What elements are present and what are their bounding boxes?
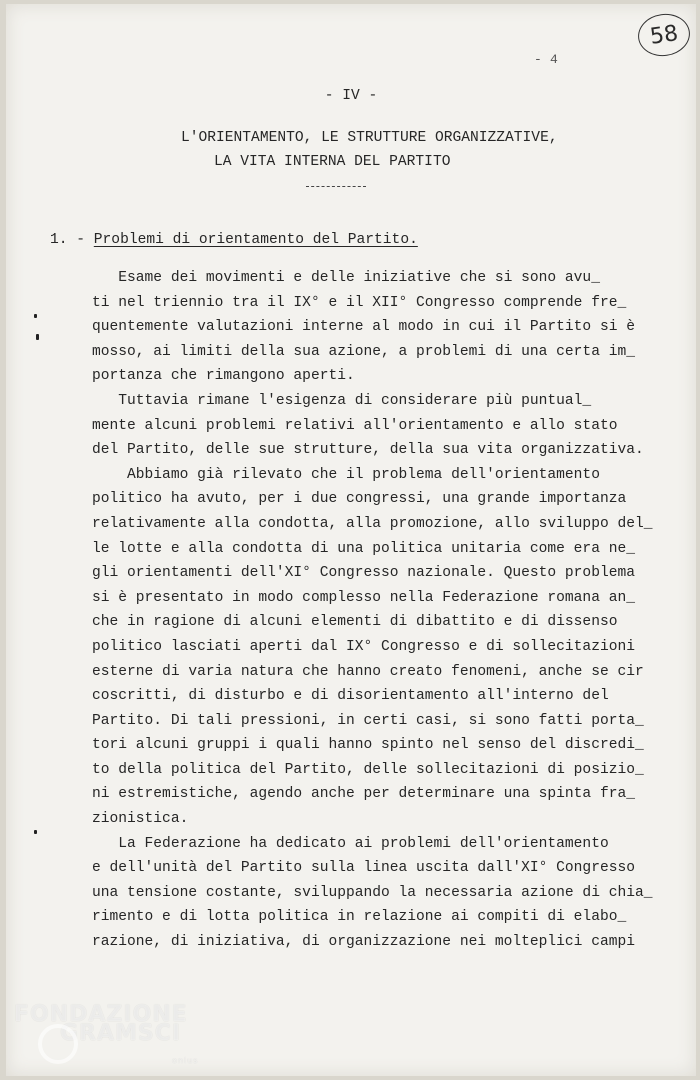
text-line: e dell'unità del Partito sulla linea uscita dall'XI° Congresso: [92, 860, 635, 877]
text-line: Partito. Di tali pressioni, in certi casi, si sono fatti porta_: [92, 712, 644, 729]
chapter-title-line-2: LA VITA INTERNA DEL PARTITO: [214, 154, 451, 170]
text-line: quentemente valutazioni interne al modo in cui il Partito si è: [92, 319, 635, 336]
document-page: [6, 4, 696, 1076]
text-line: del Partito, delle sue strutture, della sua vita organizzativa.: [92, 442, 644, 459]
watermark-line-1: FONDAZIONE: [14, 1002, 188, 1027]
binding-hole-mark: [34, 314, 37, 318]
text-line: mente alcuni problemi relativi all'orientamento e allo stato: [92, 417, 618, 434]
section-heading: [50, 232, 418, 248]
text-line: che in ragione di alcuni elementi di dibattito e di dissenso: [92, 614, 618, 631]
chapter-number: - IV -: [324, 88, 378, 104]
text-line: relativamente alla condotta, alla promozione, allo sviluppo del_: [92, 515, 653, 532]
text-line: gli orientamenti dell'XI° Congresso nazionale. Questo problema: [92, 565, 635, 582]
text-line: tori alcuni gruppi i quali hanno spinto nel senso del discredi_: [92, 737, 644, 754]
text-line: mosso, ai limiti della sua azione, a problemi di una certa im_: [92, 343, 635, 360]
text-line: Abbiamo già rilevato che il problema dell'orientamento: [92, 466, 600, 483]
text-line: politico lasciati aperti dal IX° Congresso e di sollecitazioni: [92, 638, 635, 655]
text-line: to della politica del Partito, delle sollecitazioni di posizio_: [92, 761, 644, 778]
text-line: coscritti, di disturbo e di disorientamento all'interno del: [92, 688, 609, 705]
text-line: politico ha avuto, per i due congressi, una grande importanza: [92, 491, 627, 508]
page-reference: - 4: [534, 52, 559, 67]
binding-hole-mark: [34, 830, 37, 834]
text-line: esterne di varia natura che hanno creato fenomeni, anche se cir: [92, 663, 644, 680]
text-line: ni estremistiche, agendo anche per determinare una spinta fra_: [92, 786, 635, 803]
watermark-sub: onlus: [172, 1056, 199, 1065]
text-line: zionistica.: [92, 811, 189, 828]
watermark-line-2: GRAMSCI: [60, 1021, 182, 1046]
text-line: ti nel triennio tra il IX° e il XII° Congresso comprende fre_: [92, 294, 627, 311]
text-line: una tensione costante, sviluppando la necessaria azione di chia_: [92, 884, 653, 901]
text-line: Esame dei movimenti e delle iniziative che si sono avu_: [92, 270, 600, 286]
text-line: le lotte e alla condotta di una politica unitaria come era ne_: [92, 540, 635, 557]
section-number: 1. -: [50, 232, 86, 248]
text-line: si è presentato in modo complesso nella Federazione romana an_: [92, 589, 635, 606]
binding-hole-mark: [36, 334, 39, 340]
text-line: razione, di iniziativa, di organizzazione nei molteplici campi: [92, 934, 635, 951]
text-line: rimento e di lotta politica in relazione ai compiti di elabo_: [92, 909, 627, 926]
text-line: Tuttavia rimane l'esigenza di considerare più puntual_: [92, 392, 592, 409]
watermark-logo: [14, 1002, 199, 1065]
watermark-circle: [38, 1024, 78, 1064]
body-text: [92, 266, 652, 955]
page-number-stamp: [635, 11, 692, 60]
page-number: 58: [648, 20, 680, 50]
title-divider: [306, 186, 366, 187]
text-line: La Federazione ha dedicato ai problemi dell'orientamento: [92, 835, 609, 852]
section-heading-text: Problemi di orientamento del Partito.: [93, 232, 418, 248]
chapter-title-line-1: L'ORIENTAMENTO, LE STRUTTURE ORGANIZZATIVE,: [181, 130, 558, 146]
text-line: portanza che rimangono aperti.: [92, 368, 355, 385]
